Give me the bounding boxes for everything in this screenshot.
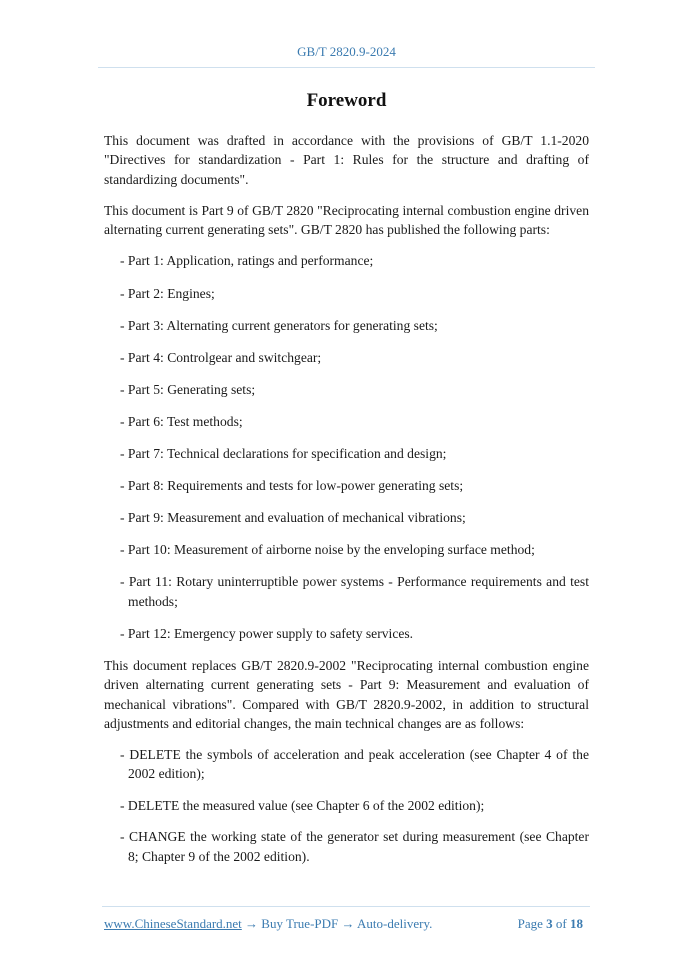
list-item: - Part 1: Application, ratings and performance; — [120, 253, 374, 269]
list-item: - Part 5: Generating sets; — [120, 381, 256, 397]
page-of: of — [555, 916, 567, 931]
list-item: - DELETE the measured value (see Chapter 6 of the 2002 edition); — [120, 797, 485, 813]
list-item: - Part 7: Technical declarations for specification and design; — [120, 446, 447, 462]
page-current: 3 — [546, 916, 553, 931]
list-item: - Part 9: Measurement and evaluation of mechanical vibrations; — [120, 510, 466, 526]
changes-list — [104, 745, 589, 866]
page-label: Page — [517, 916, 543, 931]
list-item: - Part 2: Engines; — [120, 285, 215, 301]
paragraph-part-info: This document is Part 9 of GB/T 2820 "Reciprocating internal combustion engine driven alternating current generating sets". GB/T 2820 has published the following parts: — [104, 202, 589, 238]
list-item: - Part 3: Alternating current generators for generating sets; — [120, 317, 438, 333]
list-item: - Part 10: Measurement of airborne noise by the enveloping surface method; — [120, 542, 535, 558]
list-item: - Part 4: Controlgear and switchgear; — [120, 349, 322, 365]
list-item: - CHANGE the working state of the generator set during measurement (see Chapter 8; Chapter 9 of the 2002 edition). — [120, 829, 589, 864]
header-divider — [98, 67, 595, 68]
list-item: - Part 11: Rotary uninterruptible power systems - Performance requirements and test methods; — [120, 574, 589, 609]
parts-list — [104, 251, 589, 643]
footer-promo — [104, 916, 432, 932]
footer-promo-text: → Buy True-PDF → Auto-delivery. — [241, 916, 433, 931]
list-item: - Part 8: Requirements and tests for low-power generating sets; — [120, 478, 464, 494]
page-total: 18 — [570, 916, 583, 931]
running-header: GB/T 2820.9-2024 — [297, 44, 396, 59]
list-item: - DELETE the symbols of acceleration and peak acceleration (see Chapter 4 of the 2002 edition); — [120, 747, 589, 782]
page-title: Foreword — [306, 90, 387, 111]
website-link[interactable]: www.ChineseStandard.net — [104, 916, 242, 931]
paragraph-drafting: This document was drafted in accordance with the provisions of GB/T 1.1-2020 "Directives for standardization - Part 1: Rules for the structure and drafting of standardizing documents". — [104, 133, 589, 187]
footer-divider — [102, 906, 590, 907]
list-item: - Part 6: Test methods; — [120, 413, 243, 429]
page-indicator — [518, 916, 583, 932]
paragraph-replacement: This document replaces GB/T 2820.9-2002 "Reciprocating internal combustion engine driven alternating current generating sets - Part 9: Measurement and evaluation of mechanical vibrations". Compared with GB/T 2820.9-2002, in addition to structural adjustments and editorial changes, the main technical changes are as follows: — [104, 657, 589, 731]
list-item: - Part 12: Emergency power supply to safety services. — [120, 625, 414, 641]
document-body — [104, 131, 589, 878]
